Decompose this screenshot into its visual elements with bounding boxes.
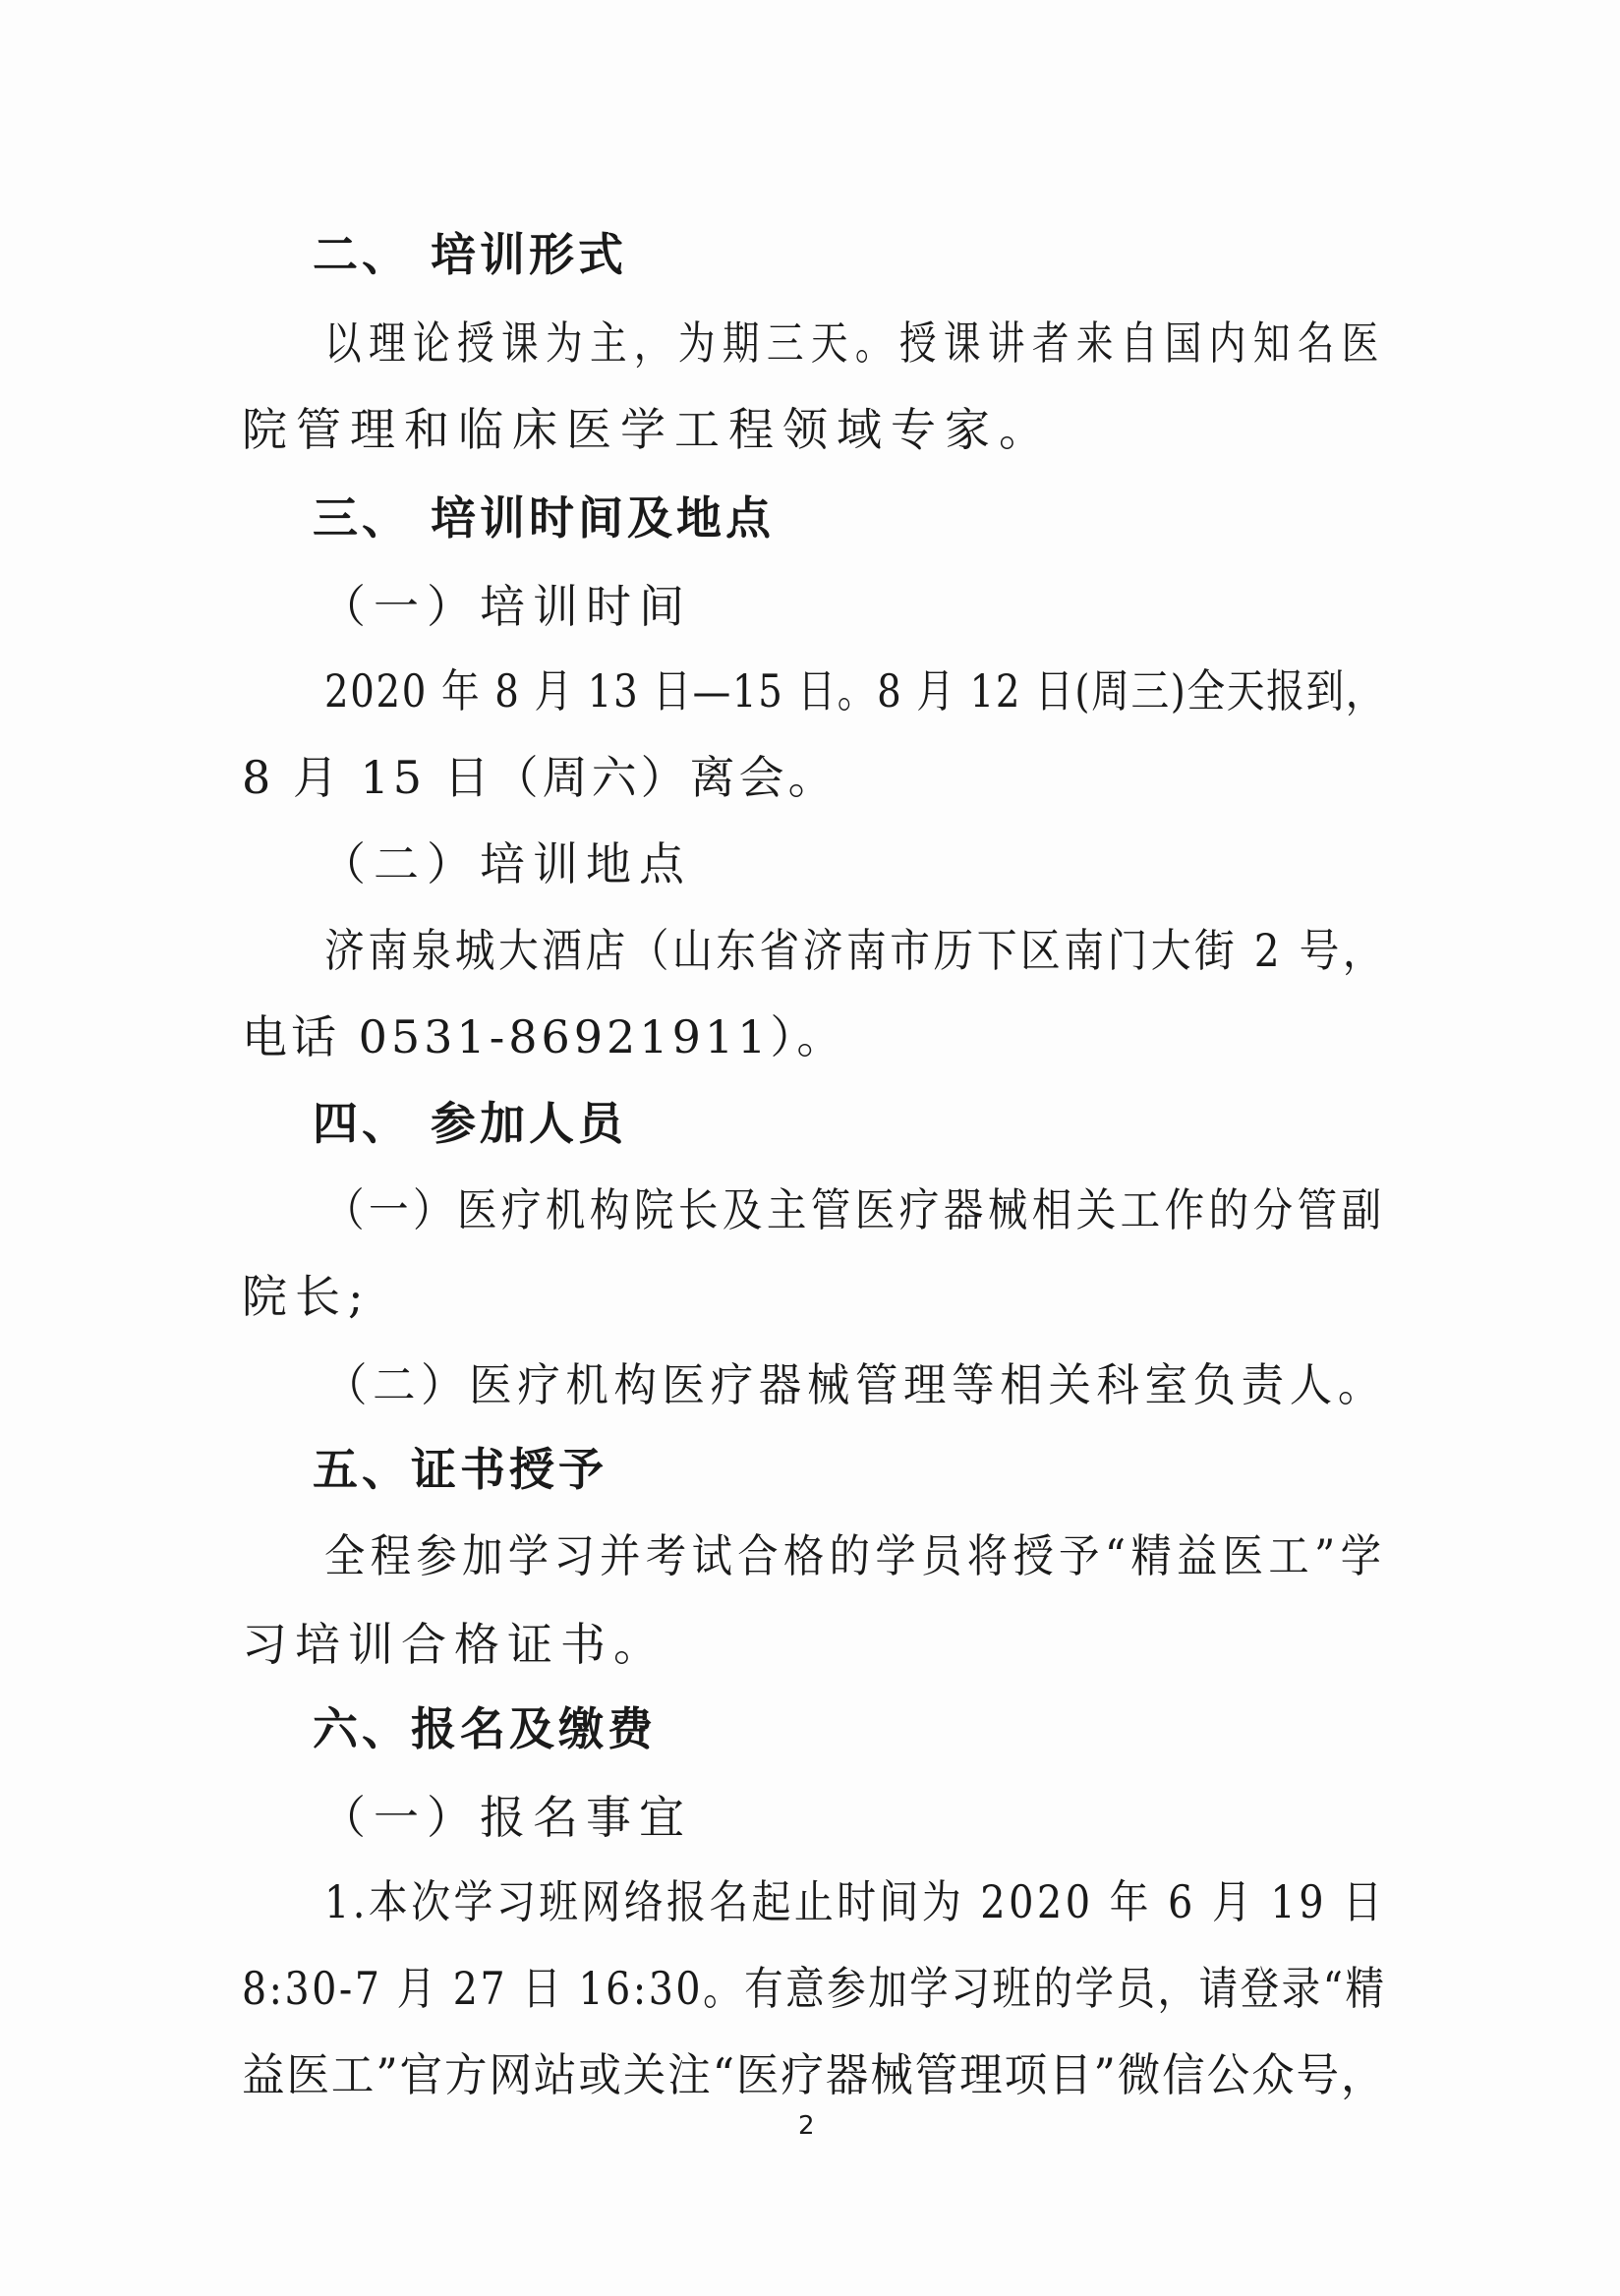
paragraph-line: （一）医疗机构院长及主管医疗器械相关工作的分管副 <box>324 1183 1386 1236</box>
section-heading-5: 五、证书授予 <box>313 1443 608 1496</box>
section-heading-4: 四、 参加人员 <box>313 1097 628 1150</box>
paragraph-line: 8 月 15 日（周六）离会。 <box>242 751 838 804</box>
section-heading-6: 六、报名及缴费 <box>313 1702 657 1755</box>
paragraph-line: 8:30-7 月 27 日 16:30。有意参加学习班的学员，请登录“精 <box>242 1962 1387 2015</box>
paragraph-line: 益医工”官方网站或关注“医疗器械管理项目”微信公众号， <box>242 2048 1386 2101</box>
paragraph-line: 电话 0531-86921911）。 <box>242 1010 846 1063</box>
section-heading-3: 三、 培训时间及地点 <box>313 491 776 545</box>
paragraph-line: 以理论授课为主，为期三天。授课讲者来自国内知名医 <box>324 316 1386 370</box>
subsection-heading: （一）报名事宜 <box>320 1791 692 1844</box>
paragraph-line: 院长; <box>242 1270 372 1323</box>
paragraph-line: 全程参加学习并考试合格的学员将授予“精益医工”学 <box>324 1529 1387 1582</box>
paragraph-line: （二）医疗机构医疗器械管理等相关科室负责人。 <box>324 1358 1386 1411</box>
paragraph-line: 习培训合格证书。 <box>242 1618 666 1671</box>
paragraph-line: 1.本次学习班网络报名起止时间为 2020 年 6 月 19 日 <box>324 1875 1386 1928</box>
subsection-heading: （二）培训地点 <box>320 837 692 890</box>
section-heading-2: 二、 培训形式 <box>313 228 628 281</box>
page-number: 2 <box>798 2111 815 2141</box>
paragraph-line: 院管理和临床医学工程领域专家。 <box>242 403 1053 456</box>
paragraph-line: 济南泉城大酒店（山东省济南市历下区南门大街 2 号， <box>324 924 1387 977</box>
subsection-heading: （一）培训时间 <box>320 580 692 633</box>
paragraph-line: 2020 年 8 月 13 日—15 日。8 月 12 日(周三)全天报到， <box>324 664 1386 718</box>
